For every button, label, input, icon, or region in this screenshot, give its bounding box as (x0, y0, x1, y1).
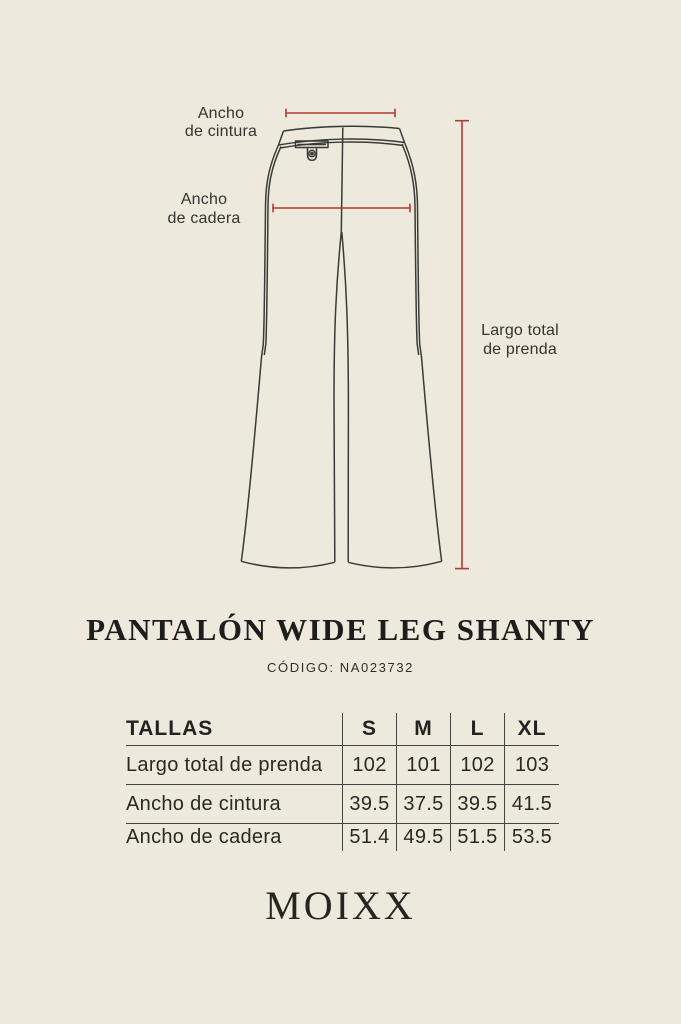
size-table-header-s: S (342, 713, 396, 746)
measurement-lines (273, 109, 469, 569)
length-measure-label (456, 322, 584, 359)
size-table-header-tallas: TALLAS (126, 713, 342, 746)
size-table (126, 713, 559, 851)
product-title: PANTALÓN WIDE LEG SHANTY (86, 612, 595, 647)
length-measure-label-line2: de prenda (483, 340, 557, 358)
table-cell: 41.5 (504, 785, 559, 824)
button-dot (311, 152, 313, 154)
waistband-top-edge (284, 126, 400, 131)
hip-measure-label-line1: Ancho (180, 191, 228, 208)
table-row-label: Ancho de cadera (126, 826, 282, 848)
table-cell: 39.5 (342, 785, 396, 824)
size-table-header-m: M (396, 713, 450, 746)
size-table-header-xl: XL (504, 713, 559, 746)
table-cell: 102 (450, 746, 504, 785)
table-cell: 53.5 (504, 824, 559, 851)
table-cell: 101 (396, 746, 450, 785)
pants-outline (241, 126, 441, 568)
table-cell: 102 (342, 746, 396, 785)
table-cell: 49.5 (396, 824, 450, 851)
table-cell: 51.4 (342, 824, 396, 851)
table-row-label: Ancho de cintura (126, 785, 342, 824)
hip-measure-label (140, 191, 268, 228)
left-inseam (334, 232, 341, 562)
center-front-line (341, 128, 343, 233)
right-outer-seam-inner (402, 144, 419, 355)
waist-measure-label (157, 105, 285, 142)
size-table-header-l: L (450, 713, 504, 746)
right-hem (348, 561, 442, 568)
waist-measure-label-line2: de cintura (184, 123, 258, 140)
brand-logo: MOIXX (265, 883, 416, 928)
waist-measure-label-line1: Ancho (197, 104, 245, 122)
product-code: CÓDIGO: NA023732 (267, 660, 414, 675)
left-hem (241, 561, 334, 568)
waistband-right-edge (400, 129, 405, 143)
right-inseam (342, 232, 349, 562)
table-row-label: Largo total de prenda (126, 746, 342, 785)
table-cell: 103 (504, 746, 559, 785)
table-cell: 37.5 (396, 785, 450, 824)
table-cell: 39.5 (450, 785, 504, 824)
left-outer-seam-inner (264, 147, 281, 356)
hip-measure-label-line2: de cadera (167, 209, 241, 227)
length-measure-label-line1: Largo total (481, 322, 559, 339)
table-cell: 51.5 (450, 824, 504, 851)
